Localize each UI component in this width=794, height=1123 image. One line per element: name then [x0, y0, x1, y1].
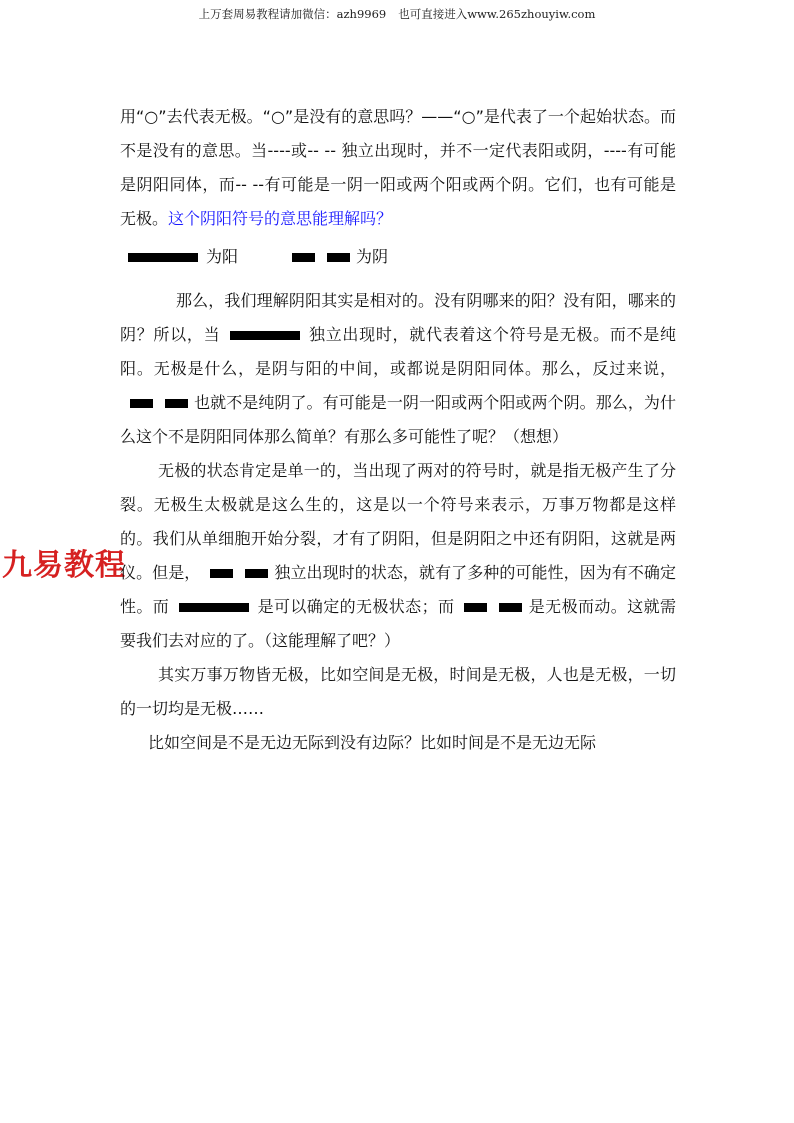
yin-symbol-icon — [292, 253, 350, 262]
paragraph-2-part-b: 独立出现时，就代表着这个符号是无极。而不是纯阳。无极是什么，是阴与阳的中间，或都说是阴阳同体。那么，反过来说， — [120, 325, 676, 378]
paragraph-3-part-a: 无极的状态肯定是单一的，当出现了两对的符号时，就是指无极产生了分裂。无极生太极就是这么生的，这是以一个符号来表示，万事万物都是这样的。我们从单细胞开始分裂，才有了阴阳，但是阴阳之中还有阴阳，这就是两仪。但是， — [120, 461, 676, 582]
paragraph-3-part-b: 独立出现时的状态，就有了多种的可能性，因为有不确定性。而 — [120, 563, 676, 616]
yin-label: 为阴 — [356, 247, 389, 266]
paragraph-relative — [120, 284, 676, 454]
yang-symbol-icon — [128, 253, 198, 262]
yang-label: 为阳 — [206, 247, 239, 266]
paragraph-2-part-c: 也就不是纯阴了。有可能是一阴一阳或两个阳或两个阴。那么，为什么这个不是阴阳同体那么简单？有那么多可能性了呢？（想想） — [120, 393, 676, 446]
paragraph-1-highlight: 这个阴阳符号的意思能理解吗？ — [168, 209, 393, 228]
paragraph-3-part-d: 是无极而动。这就需要我们去对应的了。（这能理解了吧？） — [120, 597, 676, 650]
paragraph-wuji-circle — [120, 100, 676, 236]
paragraph-2-part-a: 那么，我们理解阴阳其实是相对的。没有阴哪来的阳？没有阳，哪来的阴？所以，当 — [120, 291, 676, 344]
yang-symbol-icon — [179, 603, 249, 612]
yin-symbol-icon — [130, 399, 188, 408]
paragraph-everything-wuji: 其实万事万物皆无极，比如空间是无极，时间是无极，人也是无极，一切的一切均是无极…… — [120, 665, 676, 718]
paragraph-split — [120, 454, 676, 658]
header-website-text: 也可直接进入www.265zhouyiw.com — [398, 7, 596, 21]
paragraph-3-part-c: 是可以确定的无极状态；而 — [257, 597, 455, 616]
paragraph-1-text: 用“○”去代表无极。“○”是没有的意思吗？——“○”是代表了一个起始状态。而不是没有的意思。当----或-- -- 独立出现时，并不一定代表阳或阴，----有可能是阴阳同体，而-- --有可能是一阴一阳或两个阳或两个阴。它们，也有可能是无极。 — [120, 107, 676, 228]
watermark-logo: 九易教程 — [2, 548, 126, 583]
document-body — [120, 100, 676, 760]
paragraph-space-time: 比如空间是不是无边无际到没有边际？比如时间是不是无边无际 — [148, 733, 597, 752]
page-header — [0, 6, 794, 22]
yang-symbol-icon — [230, 331, 300, 340]
yin-yang-legend — [120, 240, 676, 274]
yin-symbol-icon — [210, 569, 268, 578]
header-wechat-text: 上万套周易教程请加微信：azh9969 — [198, 7, 387, 21]
yin-symbol-icon — [464, 603, 522, 612]
